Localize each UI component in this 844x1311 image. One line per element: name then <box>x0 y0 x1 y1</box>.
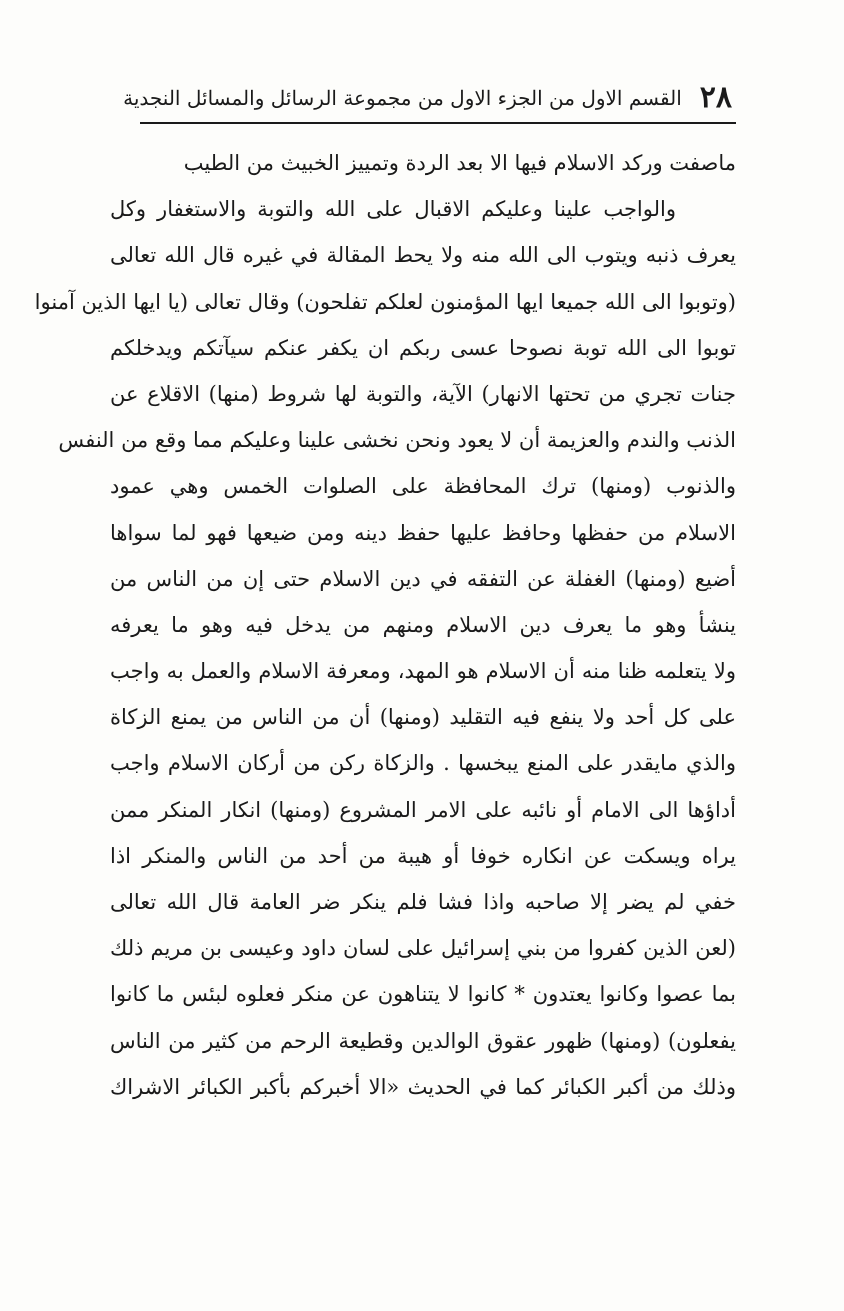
text-line: والواجب علينا وعليكم الاقبال على الله والتوبة والاستغفار وكل <box>110 197 676 222</box>
page-header <box>123 78 732 118</box>
text-line: أداؤها الى الامام أو نائبه على الامر المشروع (ومنها) انكار المنكر ممن <box>110 797 736 822</box>
text-line: أضيع (ومنها) الغفلة عن التفقه في دين الاسلام حتى إن من الناس من <box>110 566 736 591</box>
text-line: ينشأ وهو ما يعرف دين الاسلام ومنهم من يدخل فيه وهو ما يعرفه <box>110 612 736 637</box>
text-line: الاسلام من حفظها وحافظ عليها حفظ دينه ومن ضيعها فهو لما سواها <box>110 520 736 545</box>
body-text <box>34 140 736 1110</box>
text-line: والذنوب (ومنها) ترك المحافظة على الصلوات الخمس وهي عمود <box>110 474 736 499</box>
text-line: على كل أحد ولا ينفع فيه التقليد (ومنها) أن من الناس من يمنع الزكاة <box>110 705 736 730</box>
text-line: توبوا الى الله توبة نصوحا عسى ربكم ان يكفر عنكم سيآتكم ويدخلكم <box>110 335 736 360</box>
text-line: وذلك من أكبر الكبائر كما في الحديث «الا أخبركم بأكبر الكبائر الاشراك <box>110 1074 736 1099</box>
text-line: يفعلون) (ومنها) ظهور عقوق الوالدين وقطيعة الرحم من كثير من الناس <box>110 1028 736 1053</box>
text-line: ولا يتعلمه ظنا منه أن الاسلام هو المهد، ومعرفة الاسلام والعمل به واجب <box>110 659 736 684</box>
header-rule <box>140 122 736 124</box>
text-line: يراه ويسكت عن انكاره خوفا أو هيبة من أحد من الناس والمنكر اذا <box>110 843 736 868</box>
text-line: خفي لم يضر إلا صاحبه واذا فشا فلم ينكر ضر العامة قال الله تعالى <box>110 890 736 914</box>
text-line: بما عصوا وكانوا يعتدون * كانوا لا يتناهون عن منكر فعلوه لبئس ما كانوا <box>110 982 736 1007</box>
text-line: والذي مايقدر على المنع يبخسها . والزكاة ركن من أركان الاسلام واجب <box>110 751 736 776</box>
page-number: ٢٨ <box>699 80 732 115</box>
text-line: جنات تجري من تحتها الانهار) الآية، والتوبة لها شروط (منها) الاقلاع عن <box>110 381 736 406</box>
text-line: يعرف ذنبه ويتوب الى الله منه ولا يحط المقالة في غيره قال الله تعالى <box>110 243 736 268</box>
text-line: (لعن الذين كفروا من بني إسرائيل على لسان داود وعيسى بن مريم ذلك <box>110 936 736 961</box>
text-line: الذنب والندم والعزيمة أن لا يعود ونحن نخشى علينا وعليكم مما وقع من النفس <box>58 428 736 453</box>
running-head: القسم الاول من الجزء الاول من مجموعة الرسائل والمسائل النجدية <box>123 86 682 110</box>
text-line: ماصفت وركد الاسلام فيها الا بعد الردة وتمييز الخبيث من الطيب <box>183 151 736 175</box>
text-line: (وتوبوا الى الله جميعا ايها المؤمنون لعلكم تفلحون) وقال تعالى (يا ايها الذين آمنوا <box>34 289 736 314</box>
